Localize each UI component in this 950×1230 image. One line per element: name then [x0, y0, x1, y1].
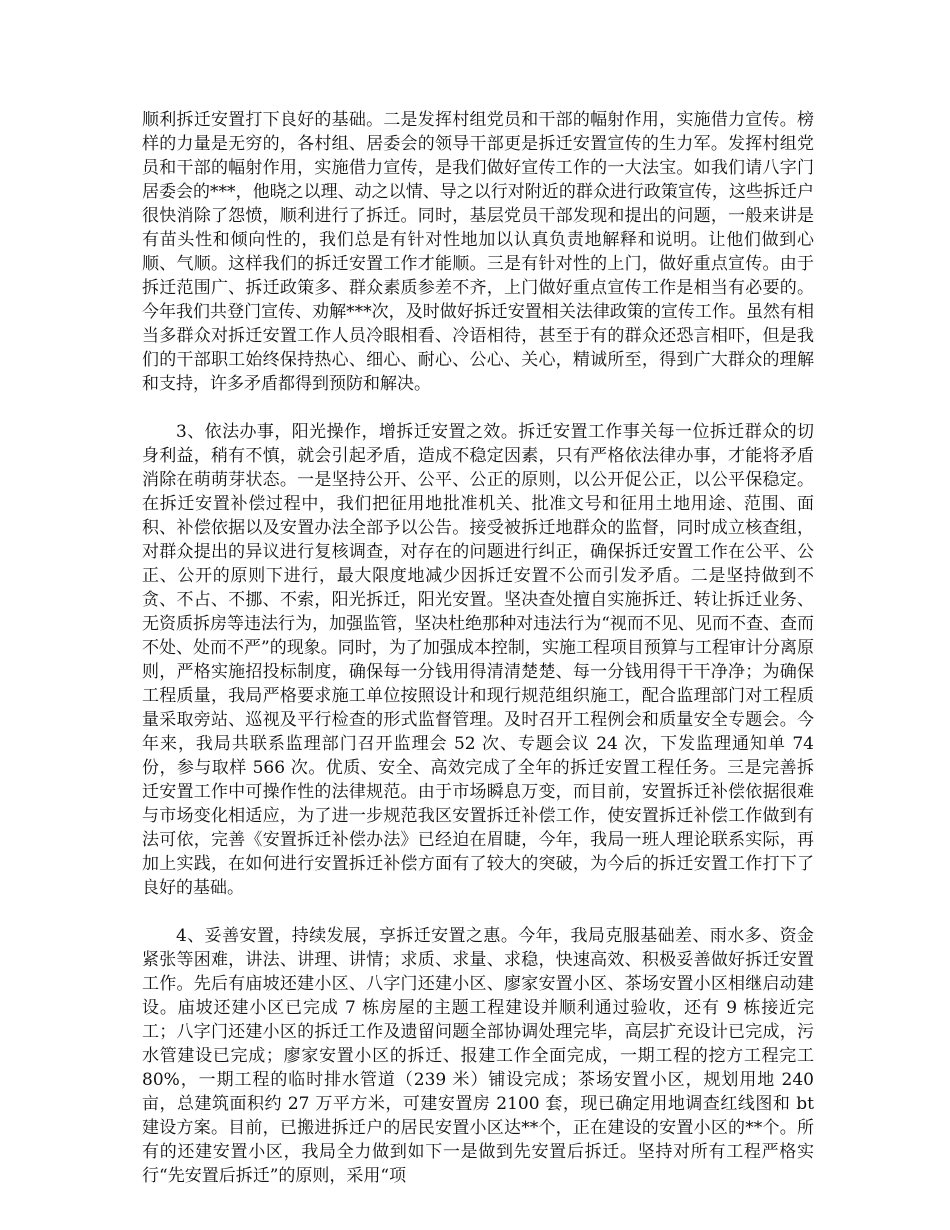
- paragraph-spacer: [142, 396, 814, 420]
- paragraph-spacer: [142, 900, 814, 924]
- document-body: [142, 108, 814, 1188]
- paragraph-3: 4、妥善安置，持续发展，享拆迁安置之惠。今年，我局克服基础差、雨水多、资金紧张等困难，讲法、讲理、讲情；求质、求量、求稳，快速高效、积极妥善做好拆迁安置工作。先后有庙坡还建小区、八字门还建小区、廖家安置小区、茶场安置小区相继启动建设。庙坡还建小区已完成 7 栋房屋的主题工程建设并顺利通过验收，还有 9 栋接近完工；八字门还建小区的拆迁工作及遗留问题全部协调处理完毕，高层扩充设计已完成，污水管建设已完成；廖家安置小区的拆迁、报建工作全面完成，一期工程的挖方工程完工 80%，一期工程的临时排水管道（239 米）铺设完成；茶场安置小区，规划用地 240 亩，总建筑面积约 27 万平方米，可建安置房 2100 套，现已确定用地调查红线图和 bt 建设方案。目前，已搬进拆迁户的居民安置小区达**个，正在建设的安置小区的**个。所有的还建安置小区，我局全力做到如下一是做到先安置后拆迁。坚持对所有工程严格实行“先安置后拆迁”的原则，采用“项: [142, 926, 814, 1186]
- paragraph-1: 顺利拆迁安置打下良好的基础。二是发挥村组党员和干部的幅射作用，实施借力宣传。榜样的力量是无穷的，各村组、居委会的领导干部更是拆迁安置宣传的生力军。发挥村组党员和干部的幅射作用，实施借力宣传，是我们做好宣传工作的一大法宝。如我们请八字门居委会的***，他晓之以理、动之以情、导之以行对附近的群众进行政策宣传，这些拆迁户很快消除了怨愤，顺利进行了拆迁。同时，基层党员干部发现和提出的问题，一般来讲是有苗头性和倾向性的，我们总是有针对性地加以认真负责地解释和说明。让他们做到心顺、气顺。这样我们的拆迁安置工作才能顺。三是有针对性的上门，做好重点宣传。由于拆迁范围广、拆迁政策多、群众素质参差不齐，上门做好重点宣传工作是相当有必要的。今年我们共登门宣传、劝解***次，及时做好拆迁安置相关法律政策的宣传工作。虽然有相当多群众对拆迁安置工作人员冷眼相看、冷语相待，甚至于有的群众还恐言相吓，但是我们的干部职工始终保持热心、细心、耐心、公心、关心，精诚所至，得到广大群众的理解和支持，许多矛盾都得到预防和解决。: [142, 110, 814, 394]
- paragraph-2: 3、依法办事，阳光操作，增拆迁安置之效。拆迁安置工作事关每一位拆迁群众的切身利益，稍有不慎，就会引起矛盾，造成不稳定因素，只有严格依法律办事，才能将矛盾消除在萌萌芽状态。一是坚持公开、公平、公正的原则，以公开促公正，以公平保稳定。在拆迁安置补偿过程中，我们把征用地批准机关、批准文号和征用土地用途、范围、面积、补偿依据以及安置办法全部予以公告。接受被拆迁地群众的监督，同时成立核查组，对群众提出的异议进行复核调查，对存在的问题进行纠正，确保拆迁安置工作在公平、公正、公开的原则下进行，最大限度地减少因拆迁安置不公而引发矛盾。二是坚持做到不贪、不占、不挪、不索，阳光拆迁，阳光安置。坚决查处擅自实施拆迁、转让拆迁业务、无资质拆房等违法行为，加强监管，坚决杜绝那种对违法行为“视而不见、见而不查、查而不处、处而不严”的现象。同时，为了加强成本控制，实施工程项目预算与工程审计分离原则，严格实施招投标制度，确保每一分钱用得清清楚楚、每一分钱用得干干净净；为确保工程质量，我局严格要求施工单位按照设计和现行规范组织施工，配合监理部门对工程质量采取旁站、巡视及平行检查的形式监督管理。及时召开工程例会和质量安全专题会。今年来，我局共联系监理部门召开监理会 52 次、专题会议 24 次，下发监理通知单 74 份，参与取样 566 次。优质、安全、高效完成了全年的拆迁安置工程任务。三是完善拆迁安置工作中可操作性的法律规范。由于市场瞬息万变，而目前，安置拆迁补偿依据很难与市场变化相适应，为了进一步规范我区安置拆迁补偿工作，使安置拆迁补偿工作做到有法可依，完善《安置拆迁补偿办法》已经迫在眉睫，今年，我局一班人理论联系实际，再加上实践，在如何进行安置拆迁补偿方面有了较大的突破，为今后的拆迁安置工作打下了良好的基础。: [142, 422, 814, 898]
